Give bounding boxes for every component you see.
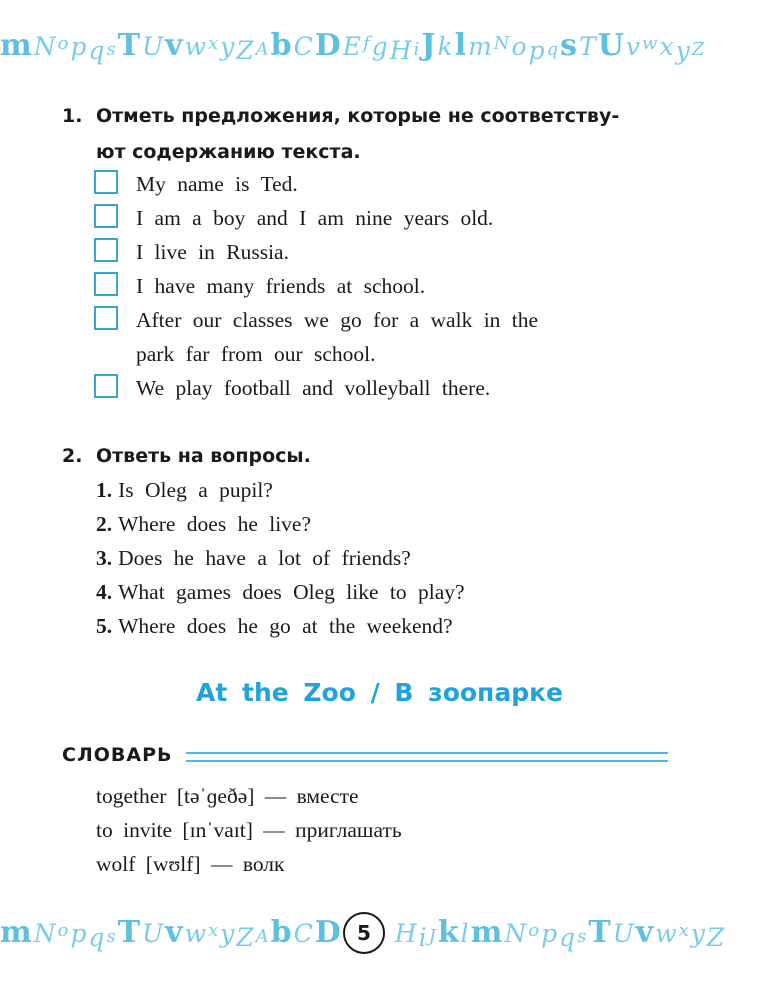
section-title: At the Zoo / В зоопарке [195, 678, 564, 707]
decorative-letter: x [659, 32, 676, 61]
decorative-letter: s [577, 926, 589, 947]
decorative-letter: b [270, 28, 294, 63]
decorative-letter: x [678, 920, 691, 941]
decorative-letter: y [220, 919, 237, 948]
decorative-letter: Z [706, 923, 727, 952]
decorative-letter: N [33, 32, 58, 61]
statement-checkbox[interactable] [94, 272, 118, 296]
decorative-letter: D [314, 915, 343, 950]
question-row [96, 473, 273, 507]
top-alphabet-border [0, 28, 759, 68]
question-row [96, 507, 311, 541]
decorative-letter: T [117, 915, 143, 950]
decorative-letter: p [70, 919, 89, 948]
decorative-letter: s [106, 39, 118, 60]
decorative-letter: k [437, 915, 461, 950]
decorative-letter: U [612, 919, 636, 948]
decorative-letter: H [389, 36, 414, 65]
statement-text: I live in Russia. [136, 240, 289, 264]
decorative-letter: v [165, 915, 185, 950]
decorative-letter: N [504, 919, 529, 948]
task1-title-line1: Отметь предложения, которые не соответству- [96, 105, 620, 127]
decorative-letter: v [625, 32, 643, 61]
decorative-letter: o [528, 920, 542, 941]
question-number: 3. [96, 546, 113, 570]
task2-title: Ответь на вопросы. [96, 445, 311, 467]
decorative-letter: x [208, 33, 221, 54]
decorative-letter: q [88, 923, 107, 952]
decorative-letter: b [270, 915, 294, 950]
decorative-letter: T [588, 915, 613, 950]
decorative-letter: s [106, 926, 118, 947]
decorative-letter: U [142, 919, 166, 948]
decorative-letter: p [70, 32, 89, 61]
statement-checkbox[interactable] [94, 204, 118, 228]
task2-number: 2. [62, 445, 83, 467]
decorative-letter: w [642, 33, 660, 54]
decorative-letter: T [117, 28, 143, 63]
decorative-letter: v [635, 915, 656, 950]
decorative-letter: o [57, 920, 71, 941]
statement-checkbox[interactable] [94, 306, 118, 330]
decorative-letter: i [413, 39, 422, 60]
question-row [96, 575, 465, 609]
vocabulary-entry: to invite [ɪnˈvaɪt] — приглашать [96, 818, 402, 842]
decorative-letter: A [255, 39, 271, 60]
decorative-letter: U [142, 32, 166, 61]
decorative-letter: D [314, 28, 343, 63]
question-text: Does he have a lot of friends? [118, 546, 411, 570]
statement-text: After our classes we go for a walk in the [136, 308, 539, 332]
task1-heading [62, 98, 619, 170]
decorative-letter: N [493, 33, 512, 54]
statement-text: I have many friends at school. [136, 274, 426, 298]
decorative-letter: q [559, 923, 578, 952]
decorative-letter: C [293, 32, 315, 61]
decorative-letter: y [675, 36, 692, 65]
decorative-letter: x [208, 920, 221, 941]
decorative-letter: p [541, 919, 560, 948]
question-text: Is Oleg a pupil? [118, 478, 273, 502]
decorative-letter: J [421, 28, 438, 63]
decorative-letter: p [528, 36, 547, 65]
decorative-letter: o [57, 33, 71, 54]
statement-checkbox[interactable] [94, 238, 118, 262]
question-number: 1. [96, 478, 113, 502]
decorative-letter: k [437, 32, 455, 61]
question-number: 5. [96, 614, 113, 638]
task1-title-line2: ют содержанию текста. [96, 141, 361, 163]
decorative-letter: J [428, 926, 438, 947]
statement-text: park far from our school. [136, 342, 376, 366]
statement-text: My name is Ted. [136, 172, 298, 196]
task1-number: 1. [62, 105, 83, 127]
decorative-letter: Z [236, 36, 256, 65]
decorative-letter: C [293, 919, 315, 948]
decorative-letter: U [597, 28, 626, 63]
vocabulary-entry: wolf [wʊlf] — волк [96, 852, 285, 876]
decorative-letter: Z [236, 923, 256, 952]
decorative-letter: y [690, 919, 707, 948]
question-text: Where does he go at the weekend? [118, 614, 453, 638]
decorative-letter: i [418, 923, 429, 952]
decorative-letter: w [655, 919, 679, 948]
statement-text: We play football and volleyball there. [136, 376, 491, 400]
question-number: 2. [96, 512, 113, 536]
decorative-letter: l [460, 919, 471, 948]
task2-heading [62, 438, 311, 474]
decorative-letter: A [255, 926, 271, 947]
vocabulary-entry: together [təˈɡeðə] — вместе [96, 784, 359, 808]
decorative-letter: E [342, 32, 364, 61]
question-row [96, 541, 411, 575]
decorative-letter: m [0, 28, 34, 63]
decorative-letter: m [468, 32, 494, 61]
decorative-letter: m [470, 915, 505, 950]
decorative-letter: N [33, 919, 58, 948]
page-number: 5 [343, 912, 385, 954]
statement-checkbox[interactable] [94, 170, 118, 194]
vocabulary-heading: СЛОВАРЬ [62, 744, 173, 766]
question-text: Where does he live? [118, 512, 312, 536]
decorative-letter: o [511, 32, 529, 61]
decorative-letter: w [184, 32, 208, 61]
decorative-letter: q [546, 39, 561, 60]
decorative-letter: l [454, 28, 469, 63]
vocabulary-divider [186, 752, 668, 762]
decorative-letter: Z [691, 39, 707, 60]
decorative-letter: y [220, 32, 237, 61]
decorative-letter: T [579, 32, 598, 61]
question-text: What games does Oleg like to play? [118, 580, 465, 604]
question-row [96, 609, 453, 643]
decorative-letter: s [560, 28, 580, 63]
decorative-letter: q [88, 36, 107, 65]
decorative-letter: f [363, 33, 372, 54]
decorative-letter: w [184, 919, 208, 948]
decorative-letter: m [0, 915, 34, 950]
question-number: 4. [96, 580, 113, 604]
statement-checkbox[interactable] [94, 374, 118, 398]
decorative-letter: H [394, 919, 419, 948]
decorative-letter: g [371, 32, 390, 61]
decorative-letter: v [165, 28, 185, 63]
statement-text: I am a boy and I am nine years old. [136, 206, 494, 230]
